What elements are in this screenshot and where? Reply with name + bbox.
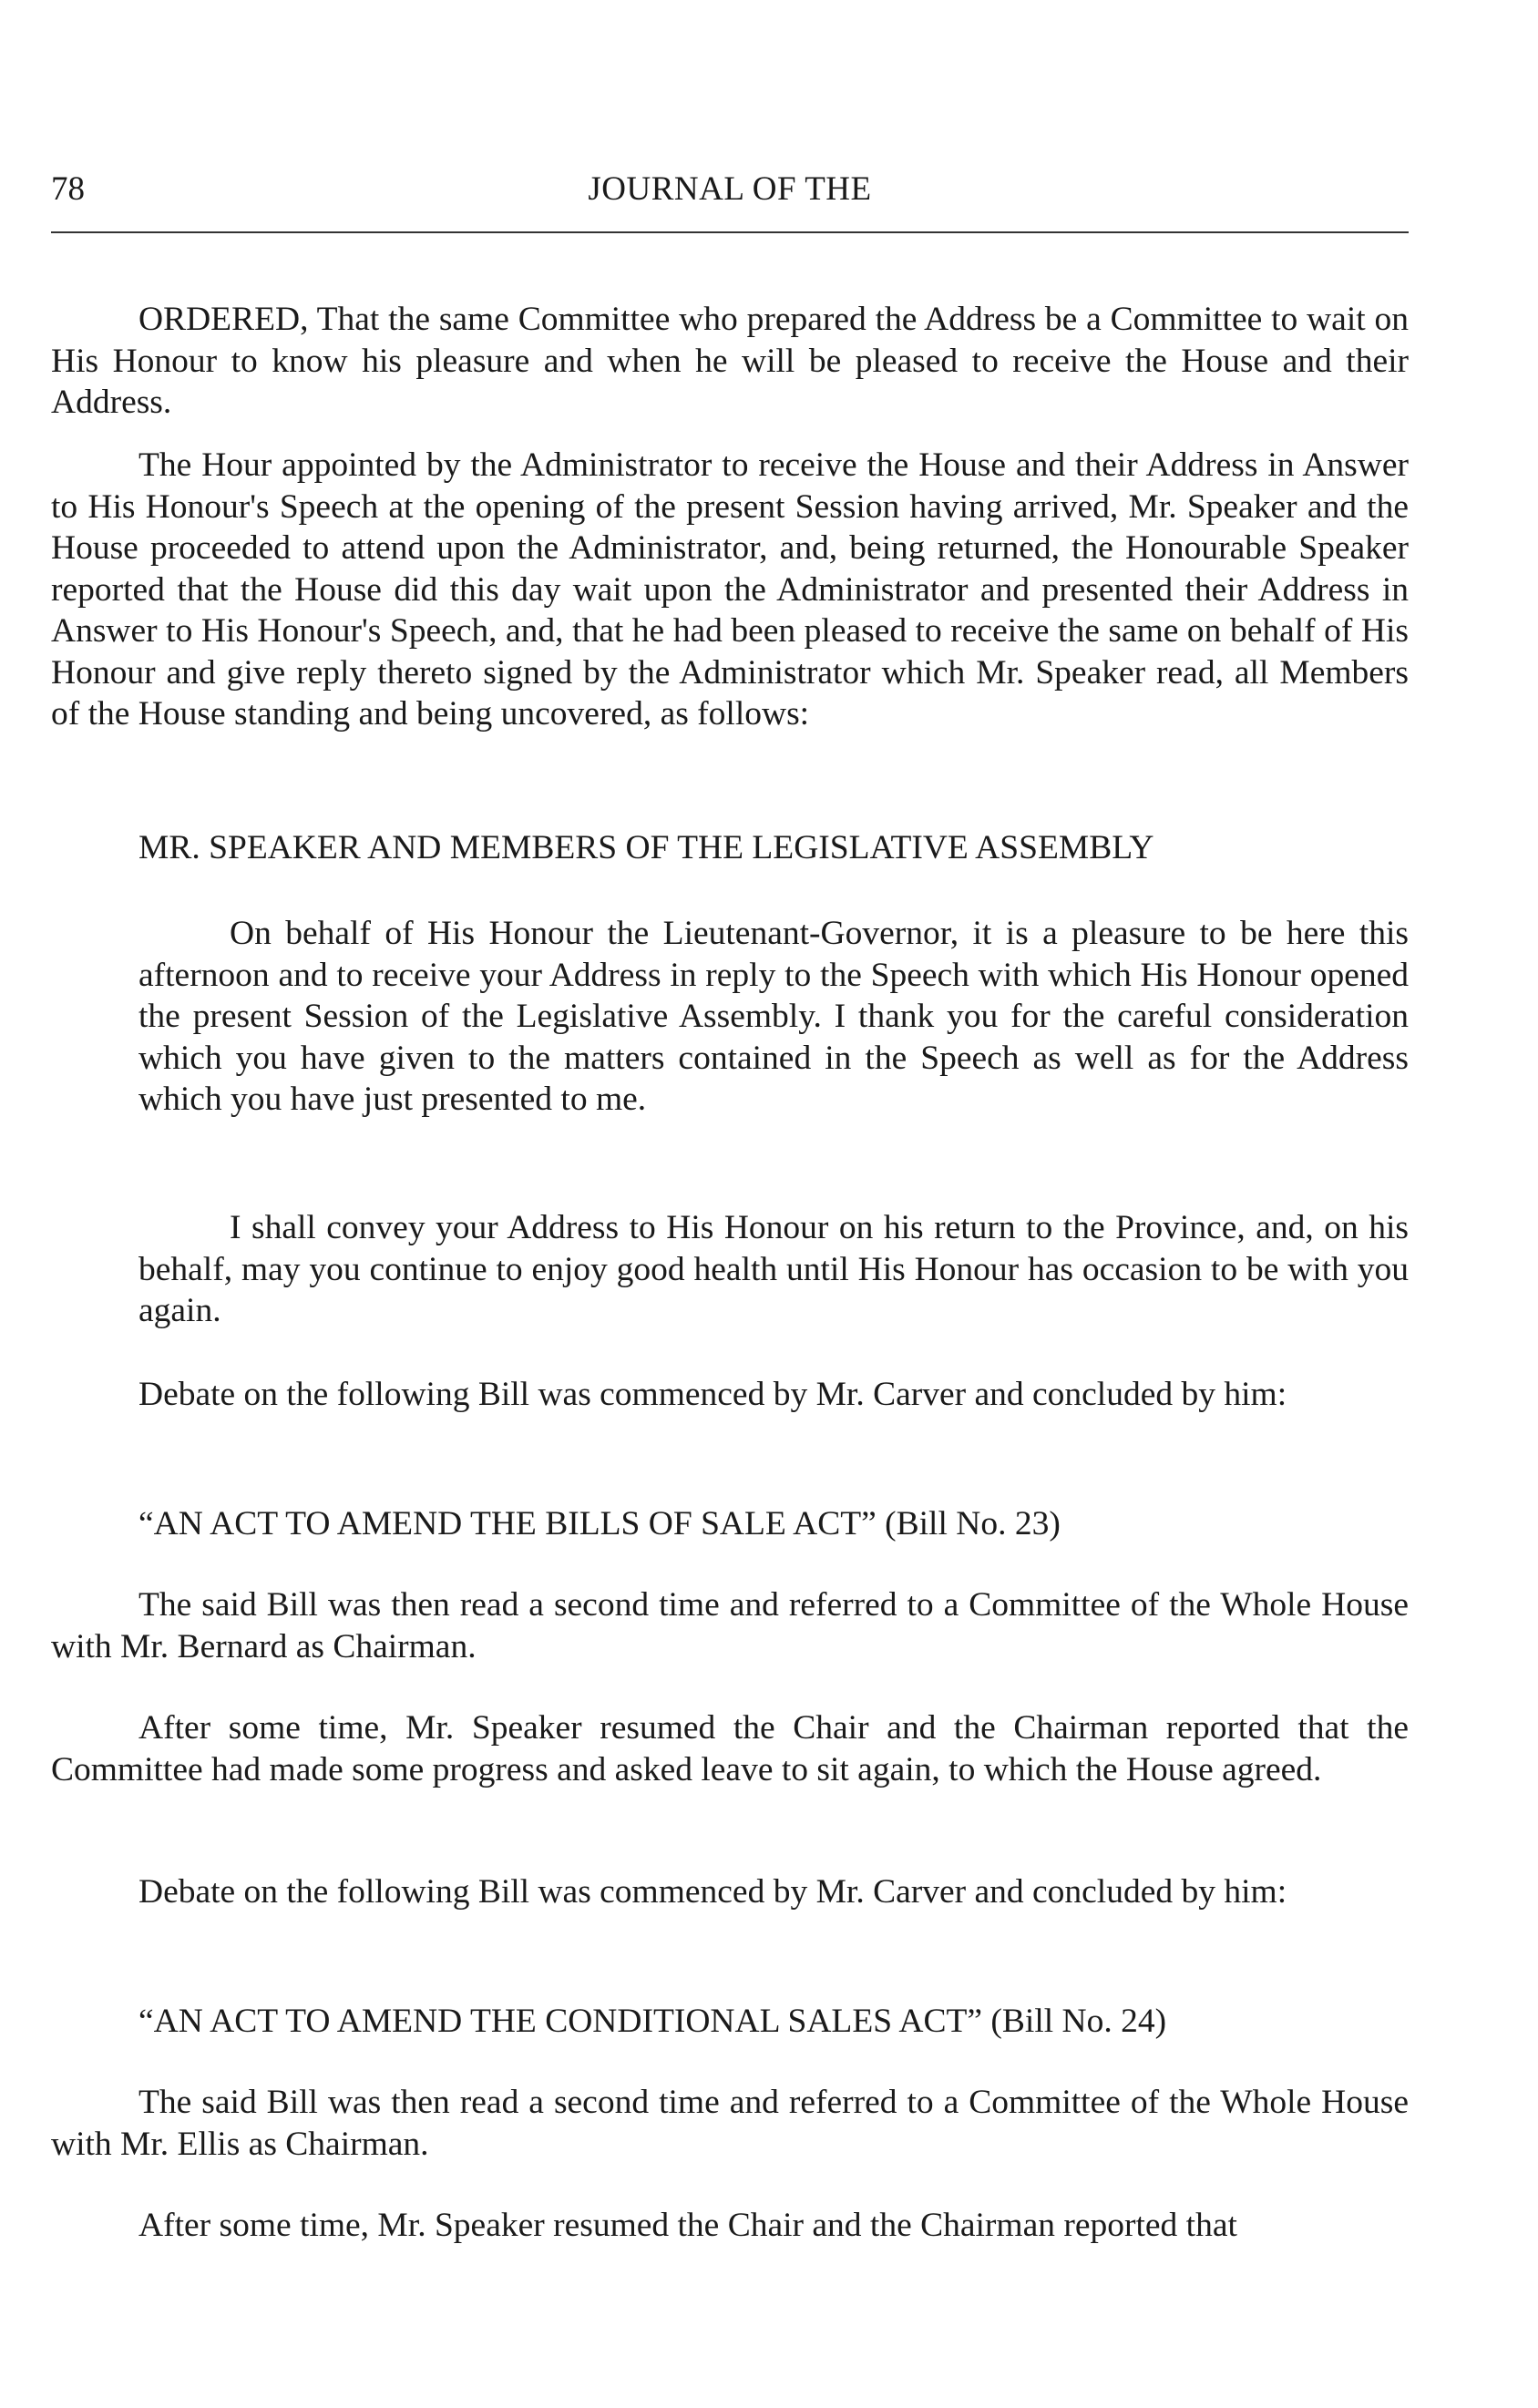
reply-paragraph-2: I shall convey your Address to His Honour on his return to the Province, and, on his behalf, may you continue to enjoy good health until His Honour has occasion to be with you again. xyxy=(138,1209,1409,1329)
ordered-paragraph: ORDERED, That the same Committee who prepared the Address be a Committee to wait on His Honour to know his pleasure and when he will be pleased to receive the House and their Address. xyxy=(51,301,1409,421)
bill-title-1: “AN ACT TO AMEND THE BILLS OF SALE ACT” (Bill No. 23) xyxy=(138,1505,1061,1542)
running-title: JOURNAL OF THE xyxy=(588,170,872,208)
debate-paragraph-1: Debate on the following Bill was commenced by Mr. Carver and concluded by him: xyxy=(138,1376,1287,1413)
reply-heading: MR. SPEAKER AND MEMBERS OF THE LEGISLATIVE ASSEMBLY xyxy=(138,829,1154,866)
header-rule xyxy=(51,231,1409,233)
progress-paragraph-2: After some time, Mr. Speaker resumed the Chair and the Chairman reported that xyxy=(138,2207,1237,2244)
progress-paragraph-1: After some time, Mr. Speaker resumed the Chair and the Chairman reported that the Committee had made some progress and asked leave to sit again, to which the House agreed. xyxy=(51,1709,1409,1788)
bill-title-2: “AN ACT TO AMEND THE CONDITIONAL SALES ACT” (Bill No. 24) xyxy=(138,2003,1167,2040)
referral-paragraph-2: The said Bill was then read a second time and referred to a Committee of the Whole House with Mr. Ellis as Chairman. xyxy=(51,2084,1409,2163)
debate-paragraph-2: Debate on the following Bill was commenced by Mr. Carver and concluded by him: xyxy=(138,1873,1287,1911)
referral-paragraph-1: The said Bill was then read a second time and referred to a Committee of the Whole House with Mr. Bernard as Chairman. xyxy=(51,1586,1409,1665)
address-paragraph: The Hour appointed by the Administrator to receive the House and their Address in Answer to His Honour's Speech at the opening of the present Session having arrived, Mr. Speaker and the House proceeded to attend upon the Administrator, and, being returned, the Honourable Speaker reported that the House did this day wait upon the Administrator and presented their Address in Answer to His Honour's Speech, and, that he had been pleased to receive the same on behalf of His Honour and give reply thereto signed by the Administrator which Mr. Speaker read, all Members of the House standing and being uncovered, as follows: xyxy=(51,446,1409,733)
page-header xyxy=(51,169,1409,217)
reply-paragraph-1: On behalf of His Honour the Lieutenant-Governor, it is a pleasure to be here this afternoon and to receive your Address in reply to the Speech with which His Honour opened the present Session of the Legislative Assembly. I thank you for the careful consideration which you have given to the matters contained in the Speech as well as for the Address which you have just presented to me. xyxy=(138,915,1409,1118)
page-number: 78 xyxy=(51,170,85,208)
